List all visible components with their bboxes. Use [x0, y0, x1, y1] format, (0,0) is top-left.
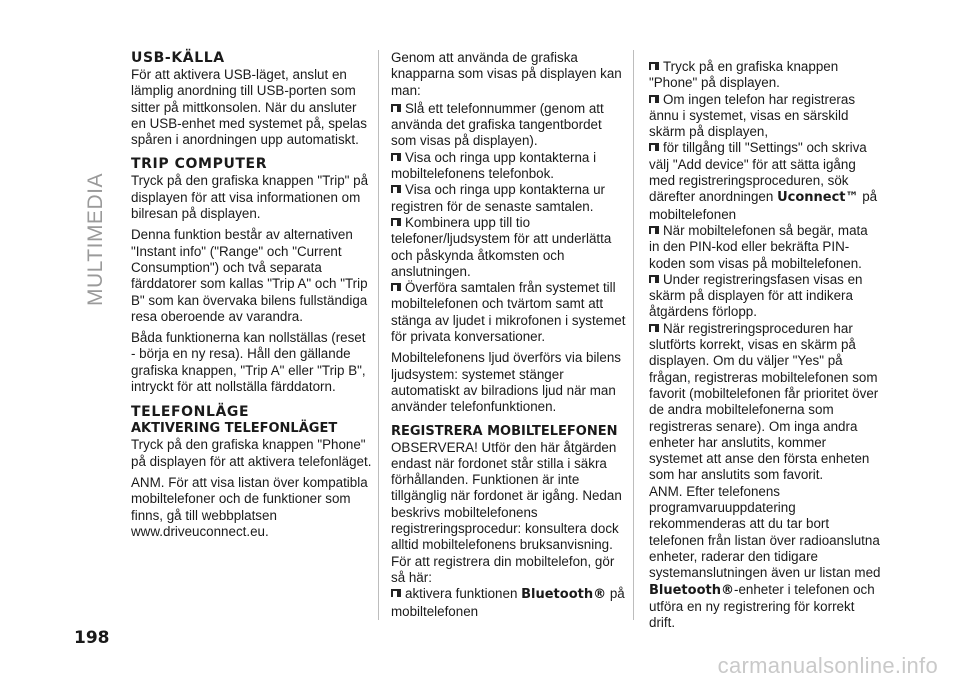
bluetooth-brand: Bluetooth® [649, 582, 734, 598]
list-item: Under registreringsfasen visas en skärm på displayen för att indikera åtgärdens förlopp. [649, 271, 863, 320]
bullet-icon [649, 95, 659, 103]
column-3 [649, 59, 881, 636]
uconnect-brand: Uconnect™ [777, 190, 859, 206]
bullet-icon [391, 153, 401, 161]
note-paragraph: ANM. Efter telefonens programvaruuppdatering rekommenderas att du tar bort telefonen från listan över radioanslutna enheter, raderar den tidigare systemanslutningen även ur listan med Bluetooth®-enheter i telefonen och utföra en ny registrering för korrekt drift. [649, 483, 881, 631]
usb-text: För att aktivera USB-läget, anslut en lämplig anordning till USB-porten som sitter på mittkonsolen. När du ansluter en USB-enhet med systemet på, spelas spåren i anordningen upp automatiskt. [131, 67, 367, 148]
list-item: När mobiltelefonen så begär, mata in den PIN-kod eller bekräfta PIN-koden som visas på mobiltelefonen. [649, 222, 868, 271]
list-item: Tryck på en grafiska knappen "Phone" på displayen. [649, 59, 839, 91]
column-1 [131, 50, 373, 545]
list-item: Slå ett telefonnummer (genom att använda det grafiska tangentbordet som visas på displayen). [391, 100, 604, 149]
bluetooth-brand: Bluetooth® [521, 587, 607, 603]
trip-paragraph: Tryck på den grafiska knappen "Trip" på displayen för att visa informationen om bilresan på displayen. [131, 173, 369, 222]
bullet-icon [391, 185, 401, 193]
column-2 [391, 50, 629, 620]
list-item: Om ingen telefon har registreras ännu i systemet, visas en särskild skärm på displayen, [649, 91, 856, 140]
bullet-icon [649, 143, 659, 151]
section-side-title: MULTIMEDIA [84, 173, 107, 306]
page-number: 198 [74, 628, 110, 648]
watermark: carmanualsonline.info [717, 653, 938, 678]
column-divider [633, 50, 634, 620]
phone-paragraph: Tryck på den grafiska knappen "Phone" på displayen för att aktivera telefonläget. [131, 437, 372, 469]
list-item: aktivera funktionen Bluetooth® på mobiltelefonen [391, 586, 625, 619]
list-item: Kombinera upp till tio telefoner/ljudsystem för att underlätta och påskynda åtkomsten och anslutningen. [391, 214, 612, 279]
phone-subheading: AKTIVERING TELEFONLÄGET [131, 421, 338, 437]
list-item: När registreringsproceduren har slutförts korrekt, visas en skärm på displayen. Om du väljer "Yes" på frågan, registreras mobiltelefonen som favorit (mobiltelefonen får prioritet över de andra mobiltelefonerna som registreras senare). Om inga andra enheter har anslutits, kommer systemet att anse den första enheten som har anslutits som favorit. [649, 320, 879, 483]
column-divider [378, 50, 379, 620]
bullet-icon [391, 589, 401, 597]
bullet-icon [649, 226, 659, 234]
bullet-icon [391, 218, 401, 226]
list-item: Visa och ringa upp kontakterna i mobiltelefonens telefonbok. [391, 149, 597, 182]
register-paragraph: OBSERVERA! Utför den här åtgärden endast när fordonet står stilla i säkra förhållanden. Funktionen är inte tillgänglig när fordonet är igång. Nedan beskrivs mobiltelefonens registreringsprocedur: konsultera dock alltid mobiltelefonens bruksanvisning. För att registrera din mobiltelefon, gör så här: [391, 439, 622, 585]
list-item: Överföra samtalen från systemet till mobiltelefonen och tvärtom samt att stänga av ljudet i mikrofonen i systemet för privata konversationer. [391, 280, 626, 345]
phone-heading: TELEFONLÄGE [131, 404, 250, 421]
intro-paragraph: Genom att använda de grafiska knapparna som visas på displayen kan man: [391, 50, 622, 98]
bullet-icon [649, 62, 659, 70]
bullet-icon [391, 104, 401, 112]
list-item: för tillgång till "Settings" och skriva välj "Add device" för att sätta igång med registreringsproceduren, sök därefter anordningen Uconnect™ på mobiltelefonen [649, 140, 878, 222]
trip-paragraph: Denna funktion består av alternativen "Instant info" ("Range" och "Current Consumption") och två separata färddatorer som kallas "Trip A" och "Trip B" som kan övervaka bilens fullständiga resa oberoende av varandra. [131, 227, 368, 324]
audio-paragraph: Mobiltelefonens ljud överförs via bilens ljudsystem: systemet stänger automatiskt av bilradions ljud när man använder telefonfunktionen. [391, 350, 621, 415]
trip-heading: TRIP COMPUTER [131, 156, 268, 173]
bullet-icon [649, 324, 659, 332]
list-item: Visa och ringa upp kontakterna ur registren för de senaste samtalen. [391, 182, 605, 214]
bullet-icon [391, 283, 401, 291]
trip-paragraph: Båda funktionerna kan nollställas (reset - börja en ny resa). Håll den gällande grafiska knappen, "Trip A" eller "Trip B", intryckt för att nollställa färddatorn. [131, 330, 366, 395]
bullet-icon [649, 275, 659, 283]
usb-heading: USB-KÄLLA [131, 50, 225, 66]
register-heading: REGISTRERA MOBILTELEFONEN [391, 423, 618, 439]
phone-paragraph: ANM. För att visa listan över kompatibla mobiltelefoner och de funktioner som finns, gå till webbplatsen www.driveuconnect.eu. [131, 474, 368, 539]
